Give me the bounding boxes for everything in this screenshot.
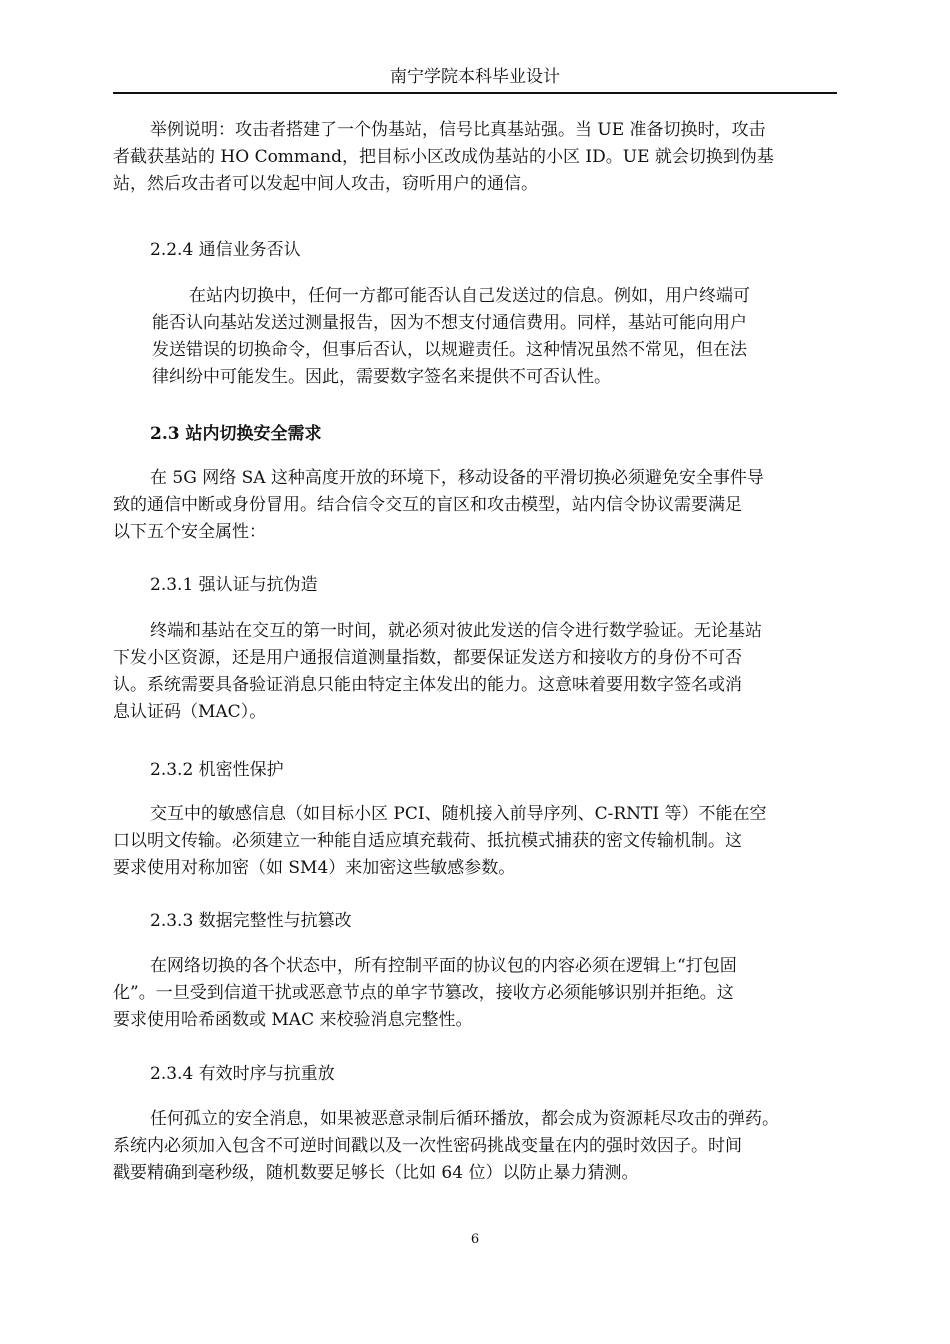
text-line: 任何孤立的安全消息，如果被恶意录制后循环播放，都会成为资源耗尽攻击的弹药。 [150,1109,779,1129]
text-line: 认。系统需要具备验证消息只能由特定主体发出的能力。这意味着要用数字签名或消 [113,675,742,695]
text-line: 交互中的敏感信息（如目标小区 PCI、随机接入前导序列、C-RNTI 等）不能在空 [150,804,767,824]
section-heading-2-3: 2.3 站内切换安全需求 [150,424,322,444]
text-line: 在网络切换的各个状态中，所有控制平面的协议包的内容必须在逻辑上“打包固 [150,956,737,976]
text-line: 在站内切换中，任何一方都可能否认自己发送过的信息。例如，用户终端可 [189,286,750,306]
text-line: 要求使用对称加密（如 SM4）来加密这些敏感参数。 [113,858,516,878]
text-line: 站，然后攻击者可以发起中间人攻击，窃听用户的通信。 [113,174,538,194]
page-number: 6 [470,1232,480,1247]
header-rule [113,92,837,94]
text-line: 者截获基站的 HO Command，把目标小区改成伪基站的小区 ID。UE 就会切换到伪基 [113,147,774,167]
text-line: 发送错误的切换命令，但事后否认，以规避责任。这种情况虽然不常见，但在法 [152,340,747,360]
paragraph-2-3-4 [113,1106,779,1187]
text-line: 息认证码（MAC）。 [113,702,267,722]
text-line: 要求使用哈希函数或 MAC 来校验消息完整性。 [113,1010,473,1030]
text-line: 化”。一旦受到信道干扰或恶意节点的单字节篡改，接收方必须能够识别并拒绝。这 [113,983,734,1003]
paragraph-2-3-1 [113,618,762,726]
section-heading-2-3-2: 2.3.2 机密性保护 [150,760,284,780]
paragraph-2-3 [113,465,764,546]
text-line: 律纠纷中可能发生。因此，需要数字签名来提供不可否认性。 [152,367,611,387]
text-line: 口以明文传输。必须建立一种能自适应填充载荷、抵抗模式捕获的密文传输机制。这 [113,831,742,851]
text-line: 致的通信中断或身份冒用。结合信令交互的盲区和攻击模型，站内信令协议需要满足 [113,495,742,515]
paragraph-2-2-4 [152,283,750,391]
page-header: 南宁学院本科毕业设计 [390,67,560,87]
section-heading-2-3-1: 2.3.1 强认证与抗伪造 [150,575,318,595]
section-heading-2-3-4: 2.3.4 有效时序与抗重放 [150,1064,335,1084]
text-line: 在 5G 网络 SA 这种高度开放的环境下，移动设备的平滑切换必须避免安全事件导 [150,468,764,488]
section-heading-2-3-3: 2.3.3 数据完整性与抗篡改 [150,911,352,931]
paragraph-example [113,117,774,198]
text-line: 以下五个安全属性： [113,522,266,542]
text-line: 能否认向基站发送过测量报告，因为不想支付通信费用。同样，基站可能向用户 [152,313,747,333]
text-line: 举例说明：攻击者搭建了一个伪基站，信号比真基站强。当 UE 准备切换时，攻击 [150,120,766,140]
text-line: 终端和基站在交互的第一时间，就必须对彼此发送的信令进行数学验证。无论基站 [150,621,762,641]
paragraph-2-3-2 [113,801,766,882]
section-heading-2-2-4: 2.2.4 通信业务否认 [150,240,301,260]
text-line: 戳要精确到毫秒级，随机数要足够长（比如 64 位）以防止暴力猜测。 [113,1163,639,1183]
text-line: 下发小区资源，还是用户通报信道测量指数，都要保证发送方和接收方的身份不可否 [113,648,742,668]
paragraph-2-3-3 [113,953,737,1034]
text-line: 系统内必须加入包含不可逆时间戳以及一次性密码挑战变量在内的强时效因子。时间 [113,1136,742,1156]
